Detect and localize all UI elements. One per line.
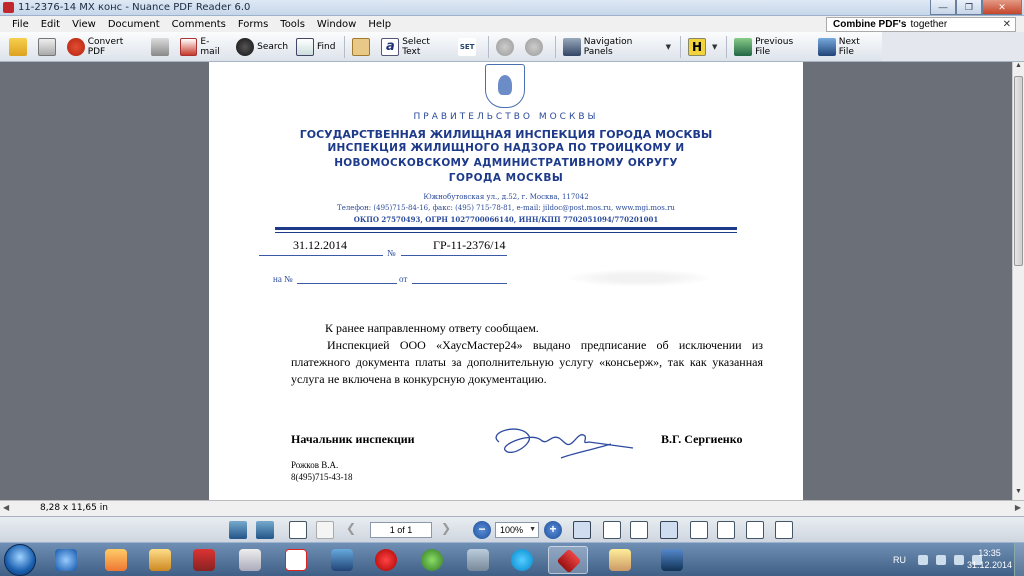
convert-pdf-button[interactable] — [64, 35, 146, 59]
window-title: 11-2376-14 МХ конс - Nuance PDF Reader 6.0 — [18, 2, 251, 13]
skype-icon — [511, 549, 533, 571]
tray-arrow-icon[interactable] — [918, 555, 928, 565]
start-button[interactable] — [4, 544, 36, 576]
select-text-icon: a — [381, 38, 399, 56]
opera-icon — [375, 549, 397, 571]
folder-icon — [149, 549, 171, 571]
previous-page-icon[interactable]: ❮ — [346, 521, 357, 535]
toolbar-separator — [726, 36, 727, 58]
toolbar-separator — [344, 36, 345, 58]
navigation-panels-button[interactable] — [560, 35, 674, 59]
taskbar-ie[interactable] — [46, 546, 86, 574]
rotate-icon[interactable] — [256, 521, 274, 539]
zoom-select[interactable] — [495, 522, 539, 538]
moscow-coat-of-arms — [485, 64, 525, 108]
undo-button[interactable] — [493, 35, 520, 59]
media-player-icon — [105, 549, 127, 571]
codes-line: ОКПО 27570493, ОГРН 1027700066140, ИНН/КПП 7702051094/770201001 — [353, 215, 659, 224]
continuous-facing-icon[interactable] — [746, 521, 764, 539]
continuous-page-icon[interactable] — [690, 521, 708, 539]
yandex-icon — [285, 549, 307, 571]
document-number: ГР-11-2376/14 — [433, 238, 506, 252]
minimize-button[interactable]: — — [930, 0, 956, 15]
letterhead-rule-thin — [275, 232, 737, 233]
find-label: Find — [317, 41, 336, 52]
handwritten-signature — [481, 414, 641, 468]
menu-comments[interactable]: Comments — [171, 18, 226, 30]
taskbar-explorer[interactable] — [140, 546, 180, 574]
next-page-icon[interactable]: ❯ — [441, 521, 452, 535]
select-text-label: Select Text — [402, 36, 430, 57]
find-button[interactable] — [293, 35, 338, 59]
page-navigation-bar — [0, 516, 1024, 542]
previous-file-button[interactable] — [731, 35, 813, 59]
gov-line-2: ГОСУДАРСТВЕННАЯ ЖИЛИЩНАЯ ИНСПЕКЦИЯ ГОРОДА МОСКВЫ — [299, 128, 713, 141]
taskbar-skype[interactable] — [502, 546, 542, 574]
scroll-up-icon[interactable]: ▲ — [1015, 62, 1022, 69]
close-button[interactable]: ✕ — [982, 0, 1022, 15]
taskbar-winrar[interactable] — [184, 546, 224, 574]
page-size-label: 8,28 x 11,65 in — [40, 503, 108, 513]
chevron-down-icon: ▼ — [712, 42, 718, 51]
language-indicator[interactable]: RU — [893, 555, 906, 565]
taskbar-pdf-reader[interactable] — [548, 546, 588, 574]
email-pdf-icon — [180, 38, 198, 56]
contacts-line: Телефон: (495)715-84-16, факс: (495) 715-78-81, e-mail: jildoc@post.mos.ru, www.mgi.mos.ru — [337, 204, 675, 212]
set-button[interactable] — [455, 35, 482, 59]
scrollbar-thumb[interactable] — [1014, 76, 1023, 266]
highlight-button[interactable] — [685, 35, 720, 59]
gov-line-1: ПРАВИТЕЛЬСТВО МОСКВЫ — [413, 112, 599, 122]
show-desktop-button[interactable] — [1014, 543, 1024, 576]
mail-icon — [331, 549, 353, 571]
network-icon[interactable] — [936, 555, 946, 565]
scroll-down-icon[interactable]: ▼ — [1015, 488, 1022, 495]
go-back-icon[interactable] — [289, 521, 307, 539]
email-button[interactable] — [177, 35, 231, 59]
window-controls — [930, 0, 1022, 15]
gov-line-4: НОВОМОСКОВСКОМУ АДМИНИСТРАТИВНОМУ ОКРУГУ — [334, 157, 678, 169]
toolbar-separator — [555, 36, 556, 58]
menu-tools[interactable]: Tools — [280, 18, 305, 30]
title-bar — [0, 0, 1024, 16]
no-label: № — [387, 248, 396, 258]
fit-width-icon[interactable] — [229, 521, 247, 539]
menu-help[interactable]: Help — [368, 18, 392, 30]
save-button[interactable] — [35, 35, 62, 59]
redo-button[interactable] — [522, 35, 549, 59]
zoom-in-button[interactable]: + — [544, 521, 562, 539]
menu-view[interactable]: View — [72, 18, 96, 30]
set-icon: SET — [458, 38, 476, 56]
previous-file-label: Previous File — [755, 36, 794, 57]
redo-icon — [525, 38, 543, 56]
folder-open-icon — [9, 38, 27, 56]
taskbar-download[interactable] — [412, 546, 452, 574]
fit-width-view-icon[interactable] — [630, 521, 648, 539]
address-line: Южнобутовская ул., д.52, г. Москва, 117042 — [423, 193, 589, 201]
menu-forms[interactable]: Forms — [237, 18, 269, 30]
navigation-panels-label: Navigation Panels — [583, 36, 633, 57]
select-text-button[interactable] — [378, 35, 453, 59]
menu-window[interactable]: Window — [316, 18, 357, 30]
signer-name: В.Г. Сергиенко — [661, 432, 743, 446]
archive-icon — [193, 549, 215, 571]
convert-icon — [67, 38, 85, 56]
menu-document[interactable]: Document — [107, 18, 160, 30]
search-label: Search — [257, 41, 289, 52]
search-button[interactable] — [233, 35, 291, 59]
taskbar-opera[interactable] — [366, 546, 406, 574]
ref-number-underline — [297, 283, 397, 284]
facing-pages-icon[interactable] — [717, 521, 735, 539]
scroll-left-icon[interactable]: ◀ — [3, 503, 10, 512]
chevron-down-icon: ▼ — [665, 42, 672, 51]
combine-bold: Combine PDF's — [833, 19, 907, 30]
date-underline — [259, 255, 383, 256]
toolbar-empty-area — [882, 32, 1024, 62]
main-toolbar — [0, 32, 882, 62]
taskbar-mail[interactable] — [322, 546, 362, 574]
speaker-icon — [467, 549, 489, 571]
menu-file[interactable]: File — [12, 18, 29, 30]
redacted-area — [564, 269, 714, 287]
paint-icon — [609, 549, 631, 571]
restore-button[interactable]: ❐ — [956, 0, 982, 15]
hand-tool-button[interactable] — [349, 35, 376, 59]
convert-pdf-label: Convert PDF — [87, 36, 124, 57]
navigation-panels-icon — [563, 38, 581, 56]
paragraph-1: К ранее направленному ответу сообщаем. — [325, 321, 539, 335]
ref-number-label: на № — [273, 274, 293, 284]
taskbar-paint[interactable] — [600, 546, 640, 574]
taskbar-media-player[interactable] — [96, 546, 136, 574]
toolbar-separator — [488, 36, 489, 58]
taskbar-word[interactable] — [652, 546, 692, 574]
print-button[interactable] — [148, 35, 175, 59]
zoom-value: 100% — [500, 525, 524, 535]
combine-rest: together — [910, 19, 948, 30]
save-icon — [38, 38, 56, 56]
undo-icon — [496, 38, 514, 56]
letterhead-rule — [275, 227, 737, 230]
zoom-out-button[interactable]: − — [473, 521, 491, 539]
calculator-icon — [239, 549, 261, 571]
volume-icon[interactable] — [954, 555, 964, 565]
horizontal-scrollbar[interactable] — [0, 500, 1024, 516]
pdf-reader-icon — [557, 549, 582, 574]
signer-title: Начальник инспекции — [291, 432, 415, 446]
next-file-label: Next File — [838, 36, 860, 57]
pdf-page — [209, 62, 803, 500]
find-icon — [296, 38, 314, 56]
ref-date-underline — [412, 283, 507, 284]
go-forward-icon[interactable] — [316, 521, 334, 539]
page-number-input[interactable]: 1 of 1 — [370, 522, 432, 538]
system-clock[interactable] — [967, 547, 1012, 571]
word-icon — [661, 549, 683, 571]
taskbar-audio[interactable] — [458, 546, 498, 574]
ref-date-label: от — [399, 274, 408, 284]
download-icon — [421, 549, 443, 571]
banner-close-icon[interactable]: ✕ — [1002, 19, 1011, 30]
printer-icon — [151, 38, 169, 56]
executor-phone: 8(495)715-43-18 — [291, 472, 353, 482]
internet-explorer-icon — [55, 549, 77, 571]
document-date: 31.12.2014 — [293, 238, 347, 252]
next-file-icon — [818, 38, 836, 56]
gov-line-5: ГОРОДА МОСКВЫ — [448, 172, 564, 184]
highlight-icon: H — [688, 38, 706, 56]
app-icon — [3, 2, 14, 13]
full-screen-icon[interactable] — [775, 521, 793, 539]
chevron-down-icon: ▼ — [529, 526, 536, 533]
gov-line-3: ИНСПЕКЦИЯ ЖИЛИЩНОГО НАДЗОРА ПО ТРОИЦКОМУ И — [327, 142, 685, 154]
binoculars-icon — [236, 38, 254, 56]
clock-date: 31.12.2014 — [966, 560, 1012, 570]
clock-time: 13:35 — [978, 548, 1001, 558]
email-label: E-mail — [200, 36, 220, 57]
taskbar-yandex[interactable] — [276, 546, 316, 574]
actual-size-icon[interactable] — [573, 521, 591, 539]
open-button[interactable] — [6, 35, 33, 59]
paragraph-2: Инспекцией ООО «ХаусМастер24» выдано предписание об исключении из платежного документа платы за дополнительную услугу «консьерж», так как указанная услуга не включена в конкурсную документацию. — [291, 338, 763, 386]
scroll-right-icon[interactable]: ▶ — [1014, 503, 1021, 512]
combine-pdf-banner[interactable] — [826, 17, 1016, 32]
menu-edit[interactable]: Edit — [40, 18, 61, 30]
number-underline — [401, 255, 507, 256]
previous-file-icon — [734, 38, 752, 56]
toolbar-separator — [680, 36, 681, 58]
windows-taskbar — [0, 542, 1024, 576]
single-page-icon[interactable] — [660, 521, 678, 539]
taskbar-calculator[interactable] — [230, 546, 270, 574]
next-file-button[interactable] — [815, 35, 880, 59]
vertical-scrollbar[interactable] — [1012, 62, 1024, 500]
fit-page-icon[interactable] — [603, 521, 621, 539]
executor-name: Рожков В.А. — [291, 460, 339, 470]
hand-icon — [352, 38, 370, 56]
